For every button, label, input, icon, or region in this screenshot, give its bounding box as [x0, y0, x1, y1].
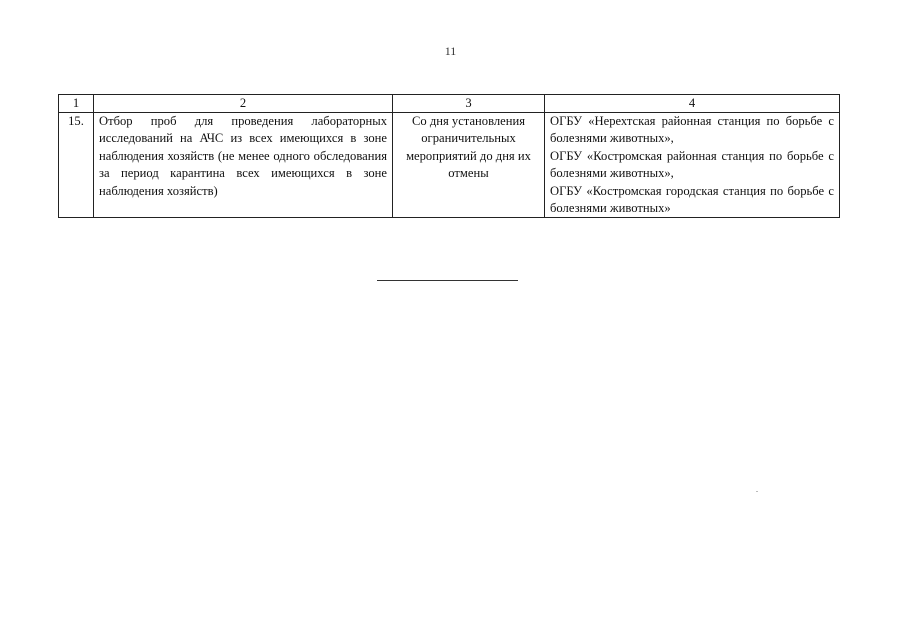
table-header-row	[59, 95, 840, 113]
measure-period: Со дня установления ограничительных мероприятий до дня их отмены	[393, 113, 545, 218]
organization-item: ОГБУ «Нерехтская районная станция по борьбе с болезнями животных»,	[550, 114, 834, 146]
column-header-4: 4	[545, 95, 840, 113]
row-number: 15.	[59, 113, 94, 218]
page-number: 11	[444, 44, 457, 58]
scan-speck	[756, 491, 758, 492]
column-header-2: 2	[94, 95, 393, 113]
organization-item: ОГБУ «Костромская городская станция по борьбе с болезнями животных»	[550, 183, 834, 216]
organization-item: ОГБУ «Костромская районная станция по борьбе с болезнями животных»,	[550, 148, 834, 181]
column-header-3: 3	[393, 95, 545, 113]
end-separator-line	[377, 280, 518, 281]
measure-description: Отбор проб для проведения лабораторных исследований на АЧС из всех имеющихся в зоне наблюдения хозяйств (не менее одного обследования за период карантина всех имеющихся в зоне наблюдения хозяйств)	[94, 113, 393, 218]
responsible-organizations	[545, 113, 840, 218]
table-row	[59, 113, 840, 218]
column-header-1: 1	[59, 95, 94, 113]
measures-table	[58, 94, 840, 218]
